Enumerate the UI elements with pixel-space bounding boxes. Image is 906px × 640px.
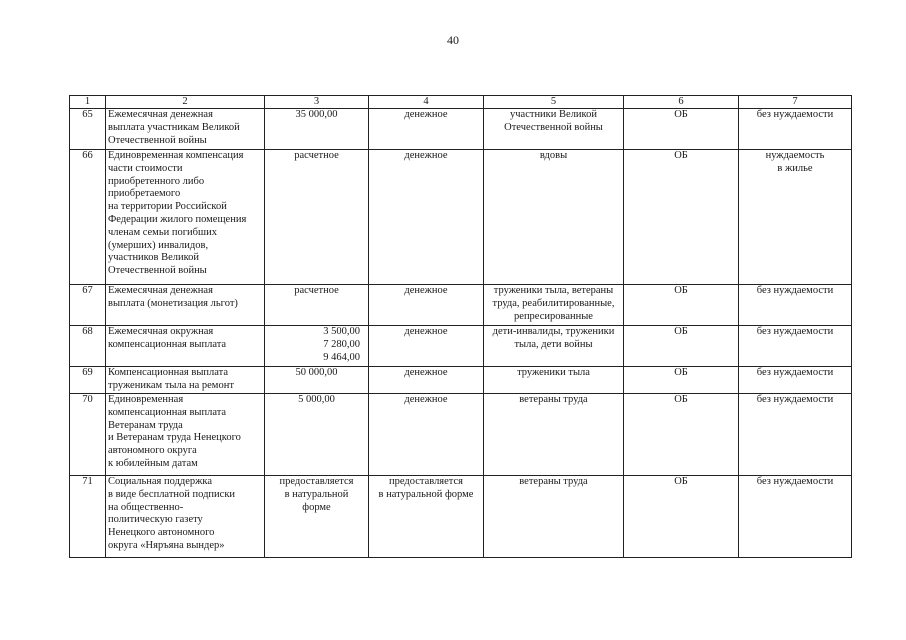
benefit-recipients: вдовы	[484, 150, 624, 285]
benefit-amount: 3 500,00 7 280,00 9 464,00	[265, 326, 369, 367]
benefit-recipients: ветераны труда	[484, 394, 624, 476]
budget-source: ОБ	[624, 326, 739, 367]
need-criterion: без нуждаемости	[739, 367, 852, 394]
benefit-amount: 5 000,00	[265, 394, 369, 476]
need-criterion: без нуждаемости	[739, 476, 852, 558]
benefit-name: Социальная поддержка в виде бесплатной подписки на общественно- политическую газету Ненецкого автономного округа «Няръяна вындер»	[106, 476, 265, 558]
benefit-name: Ежемесячная денежная выплата участникам Великой Отечественной войны	[106, 109, 265, 150]
need-criterion: нуждаемость в жилье	[739, 150, 852, 285]
table-row	[70, 150, 852, 285]
column-header: 3	[265, 96, 369, 109]
benefit-recipients: участники Великой Отечественной войны	[484, 109, 624, 150]
column-header: 6	[624, 96, 739, 109]
benefit-form: денежное	[369, 326, 484, 367]
benefit-amount: предоставляется в натуральной форме	[265, 476, 369, 558]
benefit-name: Ежемесячная окружная компенсационная выплата	[106, 326, 265, 367]
benefit-form: предоставляется в натуральной форме	[369, 476, 484, 558]
column-header: 2	[106, 96, 265, 109]
need-criterion: без нуждаемости	[739, 285, 852, 326]
row-number: 65	[70, 109, 106, 150]
row-number: 69	[70, 367, 106, 394]
column-header: 4	[369, 96, 484, 109]
benefit-amount: 50 000,00	[265, 367, 369, 394]
budget-source: ОБ	[624, 109, 739, 150]
row-number: 67	[70, 285, 106, 326]
row-number: 71	[70, 476, 106, 558]
budget-source: ОБ	[624, 367, 739, 394]
benefit-recipients: ветераны труда	[484, 476, 624, 558]
benefit-amount: 35 000,00	[265, 109, 369, 150]
benefit-amount: расчетное	[265, 150, 369, 285]
budget-source: ОБ	[624, 285, 739, 326]
page-number: 40	[447, 33, 459, 47]
column-header: 5	[484, 96, 624, 109]
row-number: 66	[70, 150, 106, 285]
benefit-recipients: труженики тыла	[484, 367, 624, 394]
benefit-recipients: дети-инвалиды, труженики тыла, дети войны	[484, 326, 624, 367]
table-row	[70, 394, 852, 476]
table-header-row	[70, 96, 852, 109]
column-header: 1	[70, 96, 106, 109]
benefit-name: Единовременная компенсация части стоимости приобретенного либо приобретаемого на территории Российской Федерации жилого помещения членам семьи погибших (умерших) инвалидов, участников Великой Отечественной войны	[106, 150, 265, 285]
budget-source: ОБ	[624, 476, 739, 558]
need-criterion: без нуждаемости	[739, 394, 852, 476]
table-row	[70, 326, 852, 367]
benefit-form: денежное	[369, 367, 484, 394]
table-row	[70, 109, 852, 150]
need-criterion: без нуждаемости	[739, 326, 852, 367]
table-row	[70, 285, 852, 326]
benefit-recipients: труженики тыла, ветераны труда, реабилитированные, репресированные	[484, 285, 624, 326]
benefit-name: Компенсационная выплата труженикам тыла на ремонт	[106, 367, 265, 394]
benefits-table	[69, 95, 852, 558]
benefit-amount: расчетное	[265, 285, 369, 326]
row-number: 70	[70, 394, 106, 476]
budget-source: ОБ	[624, 150, 739, 285]
column-header: 7	[739, 96, 852, 109]
need-criterion: без нуждаемости	[739, 109, 852, 150]
table-row	[70, 476, 852, 558]
benefit-name: Ежемесячная денежная выплата (монетизация льгот)	[106, 285, 265, 326]
benefit-form: денежное	[369, 285, 484, 326]
benefit-form: денежное	[369, 150, 484, 285]
row-number: 68	[70, 326, 106, 367]
table-row	[70, 367, 852, 394]
benefit-form: денежное	[369, 394, 484, 476]
benefit-form: денежное	[369, 109, 484, 150]
benefit-name: Единовременная компенсационная выплата Ветеранам труда и Ветеранам труда Ненецкого автономного округа к юбилейным датам	[106, 394, 265, 476]
budget-source: ОБ	[624, 394, 739, 476]
